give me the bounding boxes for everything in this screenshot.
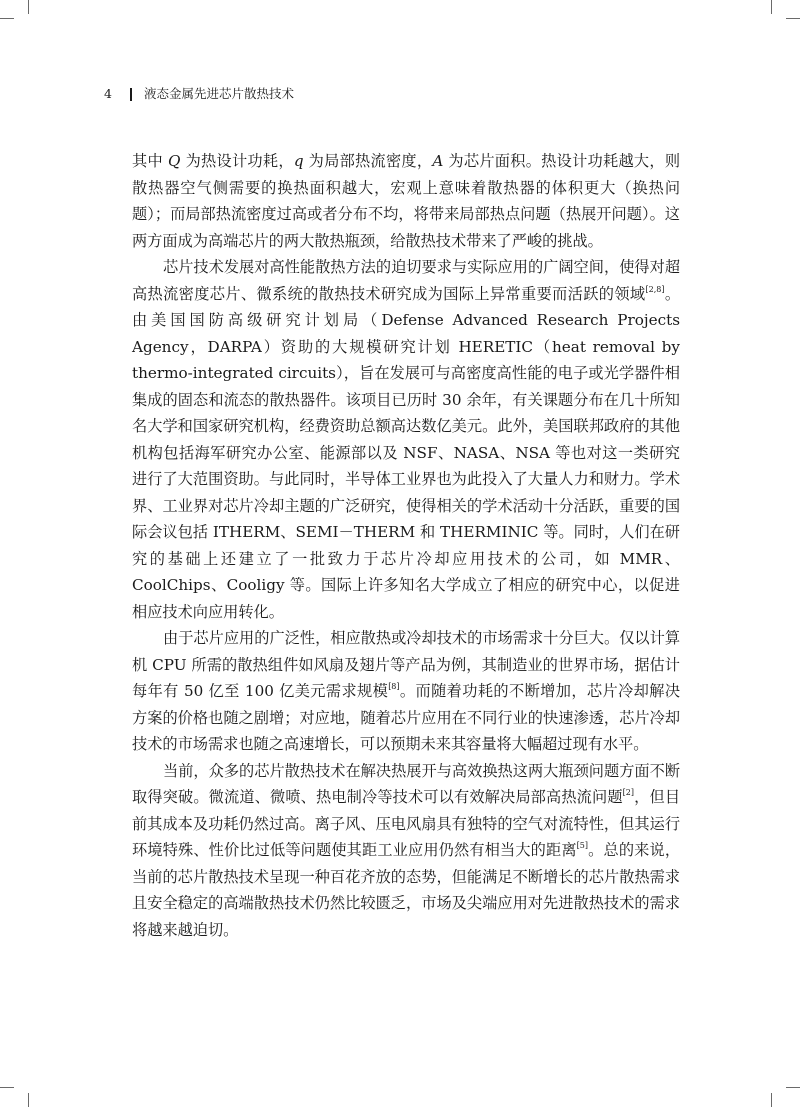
citation-ref: [2] bbox=[622, 788, 635, 797]
book-title: 液态金属先进芯片散热技术 bbox=[143, 86, 294, 101]
text-segment: 芯片技术发展对高性能散热方法的迫切要求与实际应用的广阔空间，使得对超高热流密度芯片、微系统的散热技术研究成为国际上异常重要而活跃的领域 bbox=[132, 258, 680, 303]
text-segment: 为局部热流密度， bbox=[303, 152, 433, 170]
text-segment: 由于芯片应用的广泛性，相应散热或冷却技术的市场需求十分巨大。仅以计算机 CPU 所需的散热组件如风扇及翅片等产品为例，其制造业的世界市场，据估计每年有 50 亿至 100 亿美元需求规模 bbox=[132, 629, 680, 700]
crop-mark-bottom-left-v bbox=[28, 1093, 29, 1107]
paragraph bbox=[132, 148, 680, 254]
paragraph bbox=[132, 758, 680, 944]
text-segment: 。总的来说，当前的芯片散热技术呈现一种百花齐放的态势，但能满足不断增长的芯片散热需求且安全稳定的高端散热技术仍然比较匮乏，市场及尖端应用对先进散热技术的需求将越来越迫切。 bbox=[132, 841, 681, 939]
text-segment: 为热设计功耗， bbox=[180, 152, 294, 170]
crop-mark-top-left-v bbox=[28, 0, 29, 14]
text-segment: 为芯片面积。热设计功耗越大，则散热器空气侧需要的换热面积越大，宏观上意味着散热器的体积更大（换热问题）；而局部热流密度过高或者分布不均，将带来局部热点问题（热展开问题）。这两方面成为高端芯片的两大散热瓶颈，给散热技术带来了严峻的挑战。 bbox=[132, 152, 681, 250]
crop-mark-top-right-v bbox=[771, 0, 772, 14]
paragraph bbox=[132, 625, 680, 758]
paragraph bbox=[132, 254, 680, 625]
math-symbol: q bbox=[293, 152, 304, 170]
text-segment: 当前，众多的芯片散热技术在解决热展开与高效换热这两大瓶颈问题方面不断取得突破。微流道、微喷、热电制冷等技术可以有效解决局部高热流问题 bbox=[132, 761, 680, 806]
body-text bbox=[132, 148, 680, 943]
math-symbol: Q bbox=[168, 152, 181, 170]
text-segment: ，但目前其成本及功耗仍然过高。离子风、压电风扇具有独特的空气对流特性，但其运行环境特殊、性价比过低等问题使其距工业应用仍然有相当大的距离 bbox=[132, 788, 681, 859]
text-segment: 。由美国国防高级研究计划局（Defense Advanced Research Projects Agency，DARPA）资助的大规模研究计划 HERETIC（heat removal by thermo-integrated circuits），旨在发展可与高密度高性能的电子或光学器件相集成的固态和流态的散热器件。该项目已历时 30 余年，有关课题分布在几十所知名大学和国家研究机构，经费资助总额高达数亿美元。此外，美国联邦政府的其他机构包括海军研究办公室、能源部以及 NSF、NASA、NSA 等也对这一类研究进行了大范围资助。与此同时，半导体工业界也为此投入了大量人力和财力。学术界、工业界对芯片冷却主题的广泛研究，使得相关的学术活动十分活跃，重要的国际会议包括 ITHERM、SEMI－THERM 和 THERMINIC 等。同时，人们在研究的基础上还建立了一批致力于芯片冷却应用技术的公司，如 MMR、CoolChips、Cooligy 等。国际上许多知名大学成立了相应的研究中心，以促进相应技术向应用转化。 bbox=[132, 284, 681, 621]
page-number: 4 bbox=[104, 86, 112, 101]
citation-ref: [5] bbox=[576, 841, 589, 850]
text-segment: 。而随着功耗的不断增加，芯片冷却解决方案的价格也随之剧增；对应地，随着芯片应用在不同行业的快速渗透，芯片冷却技术的市场需求也随之高速增长，可以预期未来其容量将大幅超过现有水平。 bbox=[132, 682, 681, 753]
citation-ref: [8] bbox=[388, 682, 400, 691]
header-divider bbox=[130, 88, 132, 101]
text-segment: 其中 bbox=[132, 152, 169, 170]
crop-mark-bottom-right-h bbox=[786, 1087, 800, 1088]
running-head bbox=[104, 86, 294, 102]
citation-ref: [2,8] bbox=[645, 284, 665, 294]
crop-mark-bottom-right-v bbox=[771, 1093, 772, 1107]
crop-mark-bottom-left-h bbox=[0, 1087, 14, 1088]
math-symbol: A bbox=[432, 152, 444, 170]
crop-mark-top-right-h bbox=[786, 18, 800, 19]
crop-mark-top-left-h bbox=[0, 18, 14, 19]
